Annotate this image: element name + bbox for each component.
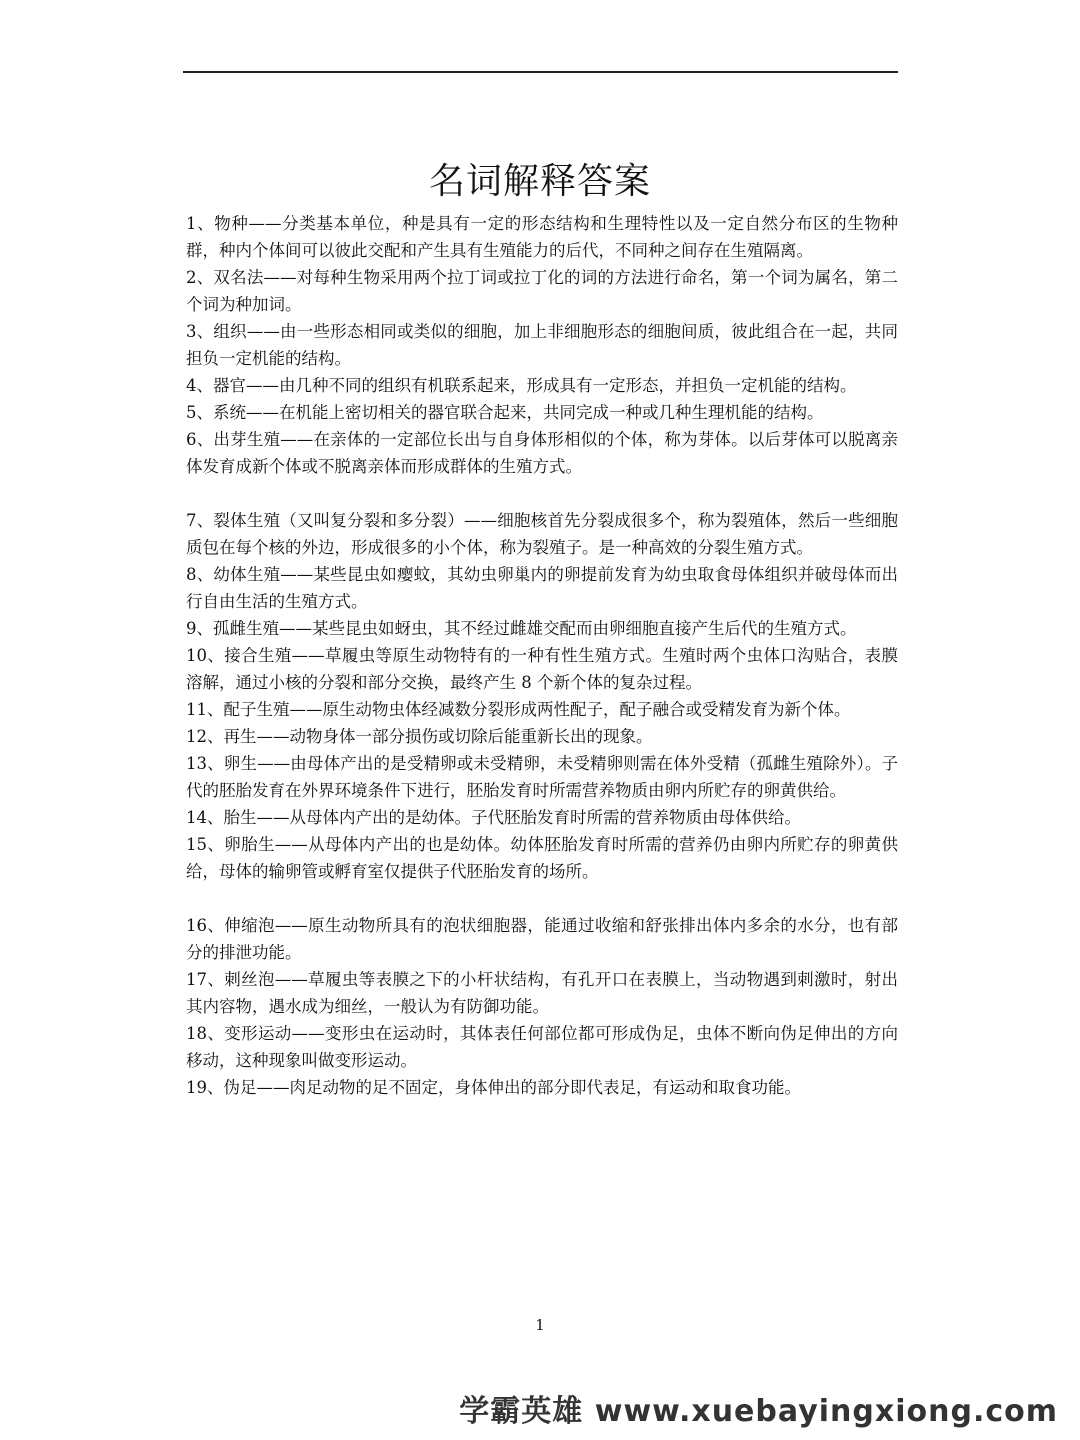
definition-entry-4: 4、器官——由几种不同的组织有机联系起来，形成具有一定形态，并担负一定机能的结构。 [186, 376, 857, 395]
definition-entry-5: 5、系统——在机能上密切相关的器官联合起来，共同完成一种或几种生理机能的结构。 [186, 403, 824, 422]
definition-entry-14: 14、胎生——从母体内产出的是幼体。子代胚胎发育时所需的营养物质由母体供给。 [186, 808, 801, 827]
definition-entry-16: 16、伸缩泡——原生动物所具有的泡状细胞器，能通过收缩和舒张排出体内多余的水分，也有部分的排泄功能。 [186, 916, 898, 962]
site-watermark: 学霸英雄 www.xuebayingxiong.com [459, 1394, 1058, 1429]
definition-entry-15: 15、卵胎生——从母体内产出的也是幼体。幼体胚胎发育时所需的营养仍由卵内所贮存的卵黄供给，母体的输卵管或孵育室仅提供子代胚胎发育的场所。 [186, 835, 898, 881]
definition-entry-17: 17、刺丝泡——草履虫等表膜之下的小杆状结构，有孔开口在表膜上，当动物遇到刺激时，射出其内容物，遇水成为细丝，一般认为有防御功能。 [186, 970, 898, 1016]
definition-entry-10: 10、接合生殖——草履虫等原生动物特有的一种有性生殖方式。生殖时两个虫体口沟贴合，表膜溶解，通过小核的分裂和部分交换，最终产生 8 个新个体的复杂过程。 [186, 646, 898, 692]
definition-entry-3: 3、组织——由一些形态相同或类似的细胞，加上非细胞形态的细胞间质，彼此组合在一起，共同担负一定机能的结构。 [186, 322, 898, 368]
definition-entry-19: 19、伪足——肉足动物的足不固定，身体伸出的部分即代表足，有运动和取食功能。 [186, 1078, 801, 1097]
definition-entry-1: 1、物种——分类基本单位，种是具有一定的形态结构和生理特性以及一定自然分布区的生物种群，种内个体间可以彼此交配和产生具有生殖能力的后代，不同种之间存在生殖隔离。 [186, 214, 898, 260]
definition-entry-8: 8、幼体生殖——某些昆虫如瘿蚊，其幼虫卵巢内的卵提前发育为幼虫取食母体组织并破母体而出行自由生活的生殖方式。 [186, 565, 898, 611]
definition-entry-18: 18、变形运动——变形虫在运动时，其体表任何部位都可形成伪足，虫体不断向伪足伸出的方向移动，这种现象叫做变形运动。 [186, 1024, 898, 1070]
page-title: 名词解释答案 [428, 161, 651, 202]
definition-entry-9: 9、孤雌生殖——某些昆虫如蚜虫，其不经过雌雄交配而由卵细胞直接产生后代的生殖方式。 [186, 619, 857, 638]
definition-entry-6: 6、出芽生殖——在亲体的一定部位长出与自身体形相似的个体，称为芽体。以后芽体可以脱离亲体发育成新个体或不脱离亲体而形成群体的生殖方式。 [186, 430, 898, 476]
definition-entry-13: 13、卵生——由母体产出的是受精卵或未受精卵，未受精卵则需在体外受精（孤雌生殖除外）。子代的胚胎发育在外界环境条件下进行，胚胎发育时所需营养物质由卵内所贮存的卵黄供给。 [186, 754, 898, 800]
page-number: 1 [535, 1316, 545, 1334]
definition-entry-7: 7、裂体生殖（又叫复分裂和多分裂）——细胞核首先分裂成很多个，称为裂殖体，然后一些细胞质包在每个核的外边，形成很多的小个体，称为裂殖子。是一种高效的分裂生殖方式。 [186, 511, 898, 557]
definition-entry-12: 12、再生——动物身体一部分损伤或切除后能重新长出的现象。 [186, 727, 653, 746]
header-rule [183, 71, 898, 73]
definition-entry-11: 11、配子生殖——原生动物虫体经减数分裂形成两性配子，配子融合或受精发育为新个体。 [186, 700, 851, 719]
definition-entry-2: 2、双名法——对每种生物采用两个拉丁词或拉丁化的词的方法进行命名，第一个词为属名，第二个词为种加词。 [186, 268, 898, 314]
definitions-list [186, 210, 898, 1101]
